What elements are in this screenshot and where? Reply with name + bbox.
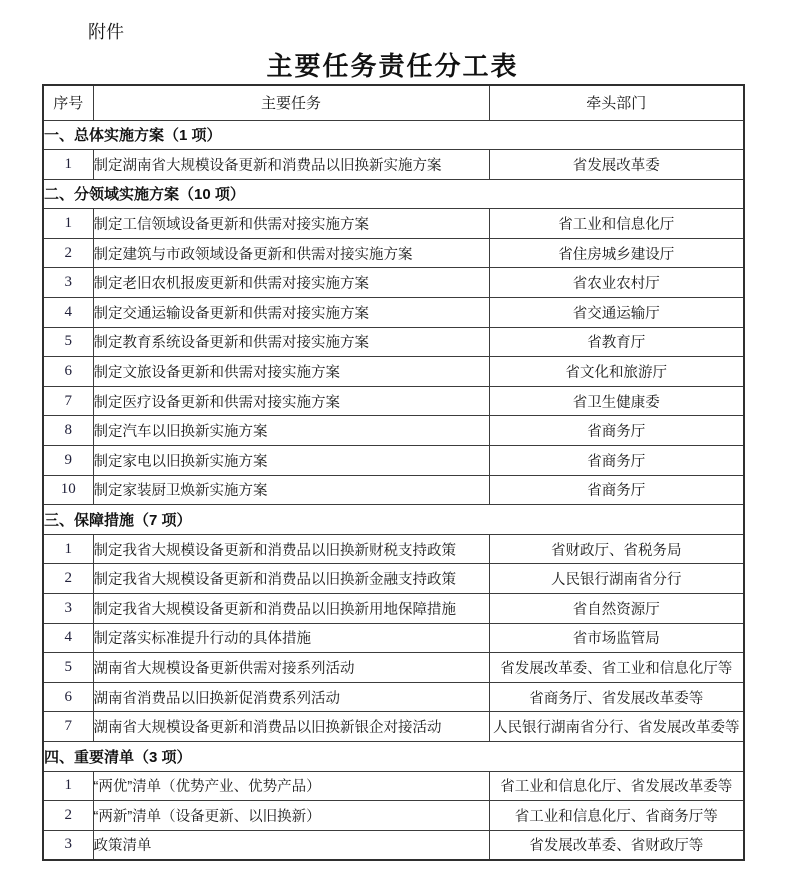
row-number-cell: 1	[43, 150, 93, 180]
task-cell: 制定老旧农机报废更新和供需对接实施方案	[93, 268, 489, 298]
table-row	[43, 801, 744, 831]
dept-cell: 省发展改革委、省工业和信息化厅等	[489, 653, 744, 683]
table-row	[43, 327, 744, 357]
row-number-cell: 3	[43, 268, 93, 298]
table-row	[43, 564, 744, 594]
dept-cell: 省交通运输厅	[489, 298, 744, 328]
dept-cell: 人民银行湖南省分行	[489, 564, 744, 594]
dept-cell: 省教育厅	[489, 327, 744, 357]
section-title: 一、总体实施方案（1 项）	[43, 120, 744, 150]
dept-cell: 省文化和旅游厅	[489, 357, 744, 387]
row-number-cell: 6	[43, 357, 93, 387]
task-cell: 制定医疗设备更新和供需对接实施方案	[93, 386, 489, 416]
task-cell: 政策清单	[93, 830, 489, 860]
section-header-row	[43, 120, 744, 150]
page-title: 主要任务责任分工表	[266, 51, 519, 81]
table-row	[43, 771, 744, 801]
row-number-cell: 2	[43, 238, 93, 268]
table-header	[43, 85, 744, 120]
table-row	[43, 830, 744, 860]
row-number-cell: 8	[43, 416, 93, 446]
task-cell: 湖南省大规模设备更新供需对接系列活动	[93, 653, 489, 683]
dept-cell: 省卫生健康委	[489, 386, 744, 416]
column-header-no: 序号	[43, 85, 93, 120]
dept-cell: 省住房城乡建设厅	[489, 238, 744, 268]
task-cell: 制定汽车以旧换新实施方案	[93, 416, 489, 446]
row-number-cell: 1	[43, 534, 93, 564]
attachment-label: 附件	[88, 22, 124, 42]
table-row	[43, 682, 744, 712]
table-row	[43, 594, 744, 624]
task-table-body	[43, 120, 744, 860]
task-cell: 制定湖南省大规模设备更新和消费品以旧换新实施方案	[93, 150, 489, 180]
task-cell: 制定家装厨卫焕新实施方案	[93, 475, 489, 505]
table-row	[43, 298, 744, 328]
table-row	[43, 712, 744, 742]
row-number-cell: 4	[43, 623, 93, 653]
task-cell: “两优”清单（优势产业、优势产品）	[93, 771, 489, 801]
task-cell: 湖南省消费品以旧换新促消费系列活动	[93, 682, 489, 712]
column-header-task: 主要任务	[93, 85, 489, 120]
task-cell: 制定家电以旧换新实施方案	[93, 446, 489, 476]
column-header-dept: 牵头部门	[489, 85, 744, 120]
task-cell: “两新”清单（设备更新、以旧换新）	[93, 801, 489, 831]
row-number-cell: 4	[43, 298, 93, 328]
dept-cell: 省商务厅、省发展改革委等	[489, 682, 744, 712]
task-cell: 制定落实标准提升行动的具体措施	[93, 623, 489, 653]
dept-cell: 省农业农村厅	[489, 268, 744, 298]
row-number-cell: 1	[43, 209, 93, 239]
dept-cell: 省商务厅	[489, 475, 744, 505]
section-header-row	[43, 741, 744, 771]
row-number-cell: 3	[43, 594, 93, 624]
task-cell: 制定文旅设备更新和供需对接实施方案	[93, 357, 489, 387]
task-cell: 制定交通运输设备更新和供需对接实施方案	[93, 298, 489, 328]
section-header-row	[43, 179, 744, 209]
table-row	[43, 653, 744, 683]
row-number-cell: 1	[43, 771, 93, 801]
dept-cell: 省财政厅、省税务局	[489, 534, 744, 564]
dept-cell: 人民银行湖南省分行、省发展改革委等	[489, 712, 744, 742]
dept-cell: 省商务厅	[489, 446, 744, 476]
row-number-cell: 3	[43, 830, 93, 860]
table-row	[43, 623, 744, 653]
table-header-row	[43, 85, 744, 120]
dept-cell: 省工业和信息化厅、省商务厅等	[489, 801, 744, 831]
row-number-cell: 9	[43, 446, 93, 476]
table-row	[43, 268, 744, 298]
row-number-cell: 7	[43, 386, 93, 416]
task-cell: 制定我省大规模设备更新和消费品以旧换新金融支持政策	[93, 564, 489, 594]
row-number-cell: 5	[43, 653, 93, 683]
task-cell: 制定教育系统设备更新和供需对接实施方案	[93, 327, 489, 357]
row-number-cell: 7	[43, 712, 93, 742]
row-number-cell: 10	[43, 475, 93, 505]
table-row	[43, 446, 744, 476]
table-row	[43, 357, 744, 387]
task-cell: 制定我省大规模设备更新和消费品以旧换新财税支持政策	[93, 534, 489, 564]
task-cell: 制定工信领域设备更新和供需对接实施方案	[93, 209, 489, 239]
table-row	[43, 416, 744, 446]
dept-cell: 省市场监管局	[489, 623, 744, 653]
table-row	[43, 209, 744, 239]
table-row	[43, 534, 744, 564]
table-row	[43, 475, 744, 505]
row-number-cell: 5	[43, 327, 93, 357]
row-number-cell: 6	[43, 682, 93, 712]
section-title: 三、保障措施（7 项）	[43, 505, 744, 535]
table-row	[43, 238, 744, 268]
task-cell: 制定我省大规模设备更新和消费品以旧换新用地保障措施	[93, 594, 489, 624]
section-header-row	[43, 505, 744, 535]
dept-cell: 省发展改革委、省财政厅等	[489, 830, 744, 860]
dept-cell: 省自然资源厅	[489, 594, 744, 624]
task-cell: 制定建筑与市政领域设备更新和供需对接实施方案	[93, 238, 489, 268]
dept-cell: 省工业和信息化厅、省发展改革委等	[489, 771, 744, 801]
dept-cell: 省工业和信息化厅	[489, 209, 744, 239]
table-row	[43, 150, 744, 180]
section-title: 四、重要清单（3 项）	[43, 741, 744, 771]
task-table	[42, 84, 745, 861]
dept-cell: 省商务厅	[489, 416, 744, 446]
task-cell: 湖南省大规模设备更新和消费品以旧换新银企对接活动	[93, 712, 489, 742]
table-row	[43, 386, 744, 416]
section-title: 二、分领域实施方案（10 项）	[43, 179, 744, 209]
dept-cell: 省发展改革委	[489, 150, 744, 180]
row-number-cell: 2	[43, 564, 93, 594]
row-number-cell: 2	[43, 801, 93, 831]
